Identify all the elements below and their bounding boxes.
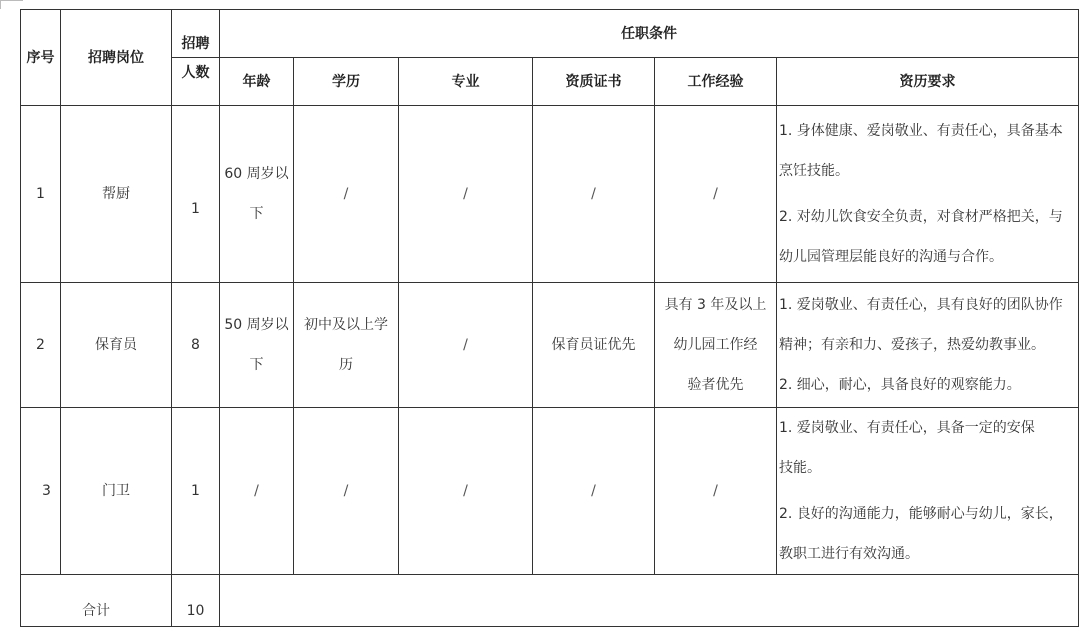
requirement-line: 烹饪技能。 (779, 163, 849, 179)
header-count-line1: 招聘 (172, 10, 220, 58)
table-row (21, 408, 1079, 575)
row-seq: 1 (21, 106, 61, 283)
row-age: / (220, 408, 294, 575)
row-certificate: 保育员证优先 (533, 283, 655, 408)
requirement-line: 1. 身体健康、爱岗敬业、有责任心，具备基本 (779, 123, 1063, 139)
row-experience-line: 验者优先 (687, 377, 744, 393)
header-education: 学历 (294, 58, 399, 106)
header-requirements: 资历要求 (777, 58, 1079, 106)
row-age-line: 下 (249, 357, 264, 373)
row-major: / (399, 408, 533, 575)
requirement-line: 1. 爱岗敬业、有责任心，具备一定的安保 (779, 420, 1035, 436)
row-experience-line: 具有 3 年及以上 (664, 297, 767, 313)
total-empty-cell (220, 575, 1079, 627)
row-seq: 3 (21, 408, 61, 575)
header-certificate: 资质证书 (533, 58, 655, 106)
row-seq: 2 (21, 283, 61, 408)
requirement-line: 幼儿园管理层能良好的沟通与合作。 (779, 249, 1003, 265)
requirement-line: 2. 细心，耐心，具备良好的观察能力。 (779, 377, 1021, 393)
header-row-1 (21, 10, 1079, 58)
row-count: 8 (172, 283, 220, 408)
recruitment-table (20, 9, 1079, 627)
header-age: 年龄 (220, 58, 294, 106)
header-count-line2: 人数 (172, 58, 220, 106)
requirement-line: 教职工进行有效沟通。 (779, 546, 919, 562)
row-age-line: 50 周岁以 (224, 317, 289, 333)
requirement-line: 1. 爱岗敬业、有责任心，具有良好的团队协作 (779, 297, 1063, 313)
row-count: 1 (172, 408, 220, 575)
header-row-2 (21, 58, 1079, 106)
row-education: / (294, 106, 399, 283)
requirement-line: 技能。 (779, 460, 821, 476)
row-position: 保育员 (61, 283, 172, 408)
header-position: 招聘岗位 (61, 10, 172, 106)
row-education (294, 283, 399, 408)
table-row (21, 106, 1079, 283)
row-position: 帮厨 (61, 106, 172, 283)
total-row (21, 575, 1079, 627)
requirement-line: 精神；有亲和力、爱孩子，热爱幼教事业。 (779, 337, 1045, 353)
row-major: / (399, 283, 533, 408)
table-row (21, 283, 1079, 408)
requirement-line: 2. 对幼儿饮食安全负责，对食材严格把关，与 (779, 209, 1063, 225)
total-count: 10 (172, 575, 220, 627)
row-major: / (399, 106, 533, 283)
row-age (220, 106, 294, 283)
row-requirements (777, 408, 1079, 575)
row-experience: / (655, 408, 777, 575)
row-age-line: 下 (249, 206, 264, 222)
total-label: 合计 (21, 575, 172, 627)
requirement-line: 2. 良好的沟通能力，能够耐心与幼儿，家长， (779, 506, 1063, 522)
row-experience (655, 283, 777, 408)
row-education-line: 历 (339, 357, 353, 373)
row-age-line: 60 周岁以 (224, 166, 289, 182)
row-age (220, 283, 294, 408)
row-position: 门卫 (61, 408, 172, 575)
row-experience: / (655, 106, 777, 283)
row-education-line: 初中及以上学 (304, 317, 388, 333)
row-experience-line: 幼儿园工作经 (673, 337, 758, 353)
row-education: / (294, 408, 399, 575)
row-requirements (777, 283, 1079, 408)
row-certificate: / (533, 408, 655, 575)
row-requirements (777, 106, 1079, 283)
header-conditions: 任职条件 (220, 10, 1079, 58)
header-major: 专业 (399, 58, 533, 106)
row-certificate: / (533, 106, 655, 283)
page-corner-mark (0, 0, 23, 9)
header-seq: 序号 (21, 10, 61, 106)
header-experience: 工作经验 (655, 58, 777, 106)
row-count: 1 (172, 106, 220, 283)
